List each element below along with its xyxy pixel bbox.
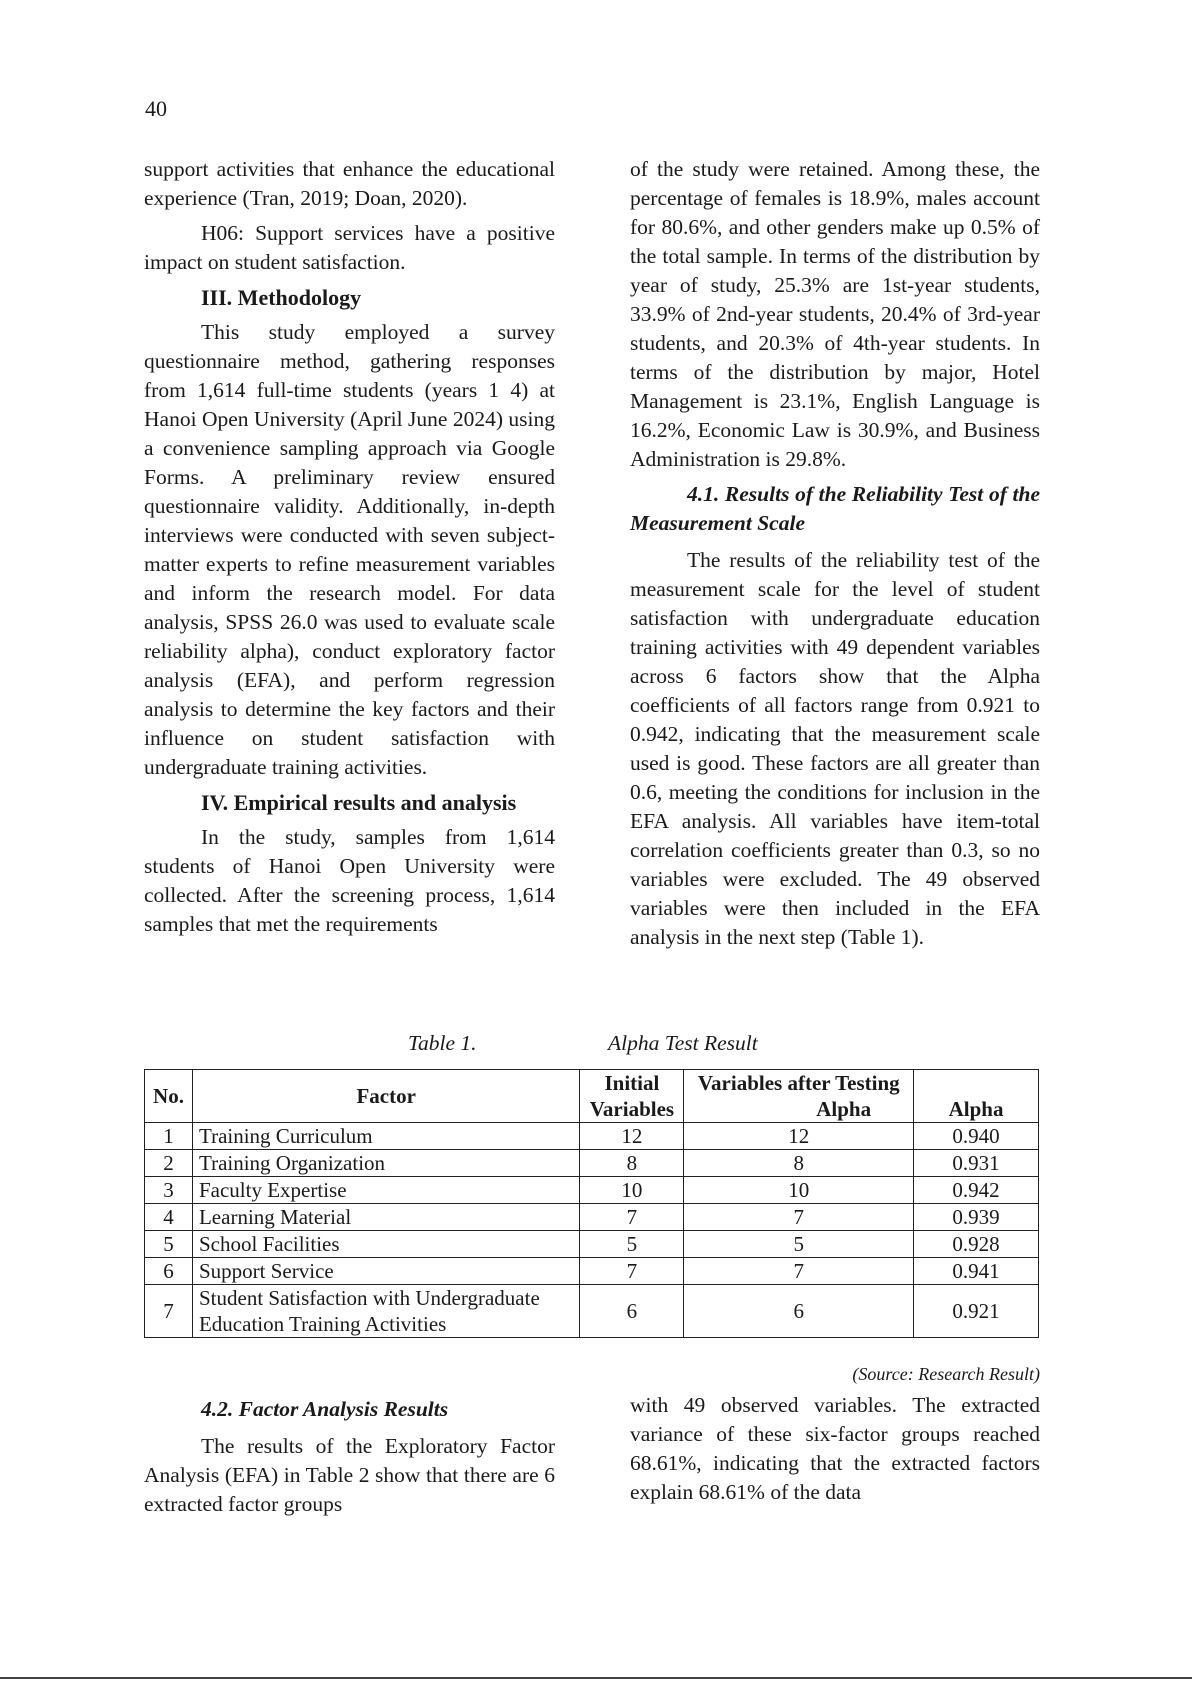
header-alpha: Alpha (914, 1070, 1039, 1123)
cell-factor-line2: Education Training Activities (198, 1312, 447, 1336)
subsection-heading-4-2: 4.2. Factor Analysis Results (201, 1397, 449, 1421)
cell-no: 5 (145, 1231, 193, 1258)
cell-alpha: 0.921 (914, 1285, 1039, 1338)
header-variables-after-testing (684, 1070, 914, 1123)
header-initial-line2: Variables (589, 1097, 675, 1121)
header-factor: Factor (192, 1070, 579, 1123)
cell-alpha: 0.941 (914, 1258, 1039, 1285)
cell-no: 7 (145, 1285, 193, 1338)
cell-after: 10 (684, 1177, 914, 1204)
paragraph: support activities that enhance the educational experience (Tran, 2019; Doan, 2020). (144, 157, 555, 210)
cell-no: 3 (145, 1177, 193, 1204)
header-no: No. (145, 1070, 193, 1123)
cell-after: 12 (684, 1123, 914, 1150)
right-column (630, 155, 1040, 958)
table-row (145, 1123, 1039, 1150)
cell-alpha: 0.942 (914, 1177, 1039, 1204)
footer-rule (0, 1677, 1192, 1679)
cell-factor: School Facilities (192, 1231, 579, 1258)
paragraph: The results of the reliability test of the measurement scale for the level of student satisfaction with undergraduate education training activities with 49 dependent variables across 6 factors show that the Alpha coefficients of all factors range from 0.921 to 0.942, indicating that the measurement scale used is good. These factors are all greater than 0.6, meeting the conditions for inclusion in the EFA analysis. All variables have item-total correlation coefficients greater than 0.3, so no variables were excluded. The 49 observed variables were then included in the EFA analysis in the next step (Table 1). (630, 548, 1040, 949)
cell-initial: 10 (580, 1177, 684, 1204)
cell-initial: 7 (580, 1258, 684, 1285)
cell-factor (192, 1285, 579, 1338)
table-row (145, 1204, 1039, 1231)
paragraph: with 49 observed variables. The extracted variance of these six-factor groups reached 68.61%, indicating that the extracted factors explain 68.61% of the data (630, 1393, 1040, 1504)
cell-initial: 7 (580, 1204, 684, 1231)
header-initial-line1: Initial (604, 1071, 660, 1095)
left-column (144, 155, 555, 945)
cell-after: 6 (684, 1285, 914, 1338)
paragraph: The results of the Exploratory Factor Analysis (EFA) in Table 2 show that there are 6 extracted factor groups (144, 1434, 555, 1516)
cell-initial: 12 (580, 1123, 684, 1150)
hypothesis-h06: H06: Support services have a positive impact on student satisfaction. (144, 221, 555, 274)
cell-factor: Support Service (192, 1258, 579, 1285)
table-source-note: (Source: Research Result) (852, 1364, 1040, 1384)
subsection-heading-4-1: 4.1. Results of the Reliability Test of the Measurement Scale (630, 482, 1040, 535)
cell-after: 7 (684, 1204, 914, 1231)
lower-right-column (630, 1391, 1040, 1513)
cell-no: 2 (145, 1150, 193, 1177)
table-row (145, 1231, 1039, 1258)
table-row (145, 1258, 1039, 1285)
table-row (145, 1150, 1039, 1177)
paragraph: of the study were retained. Among these, the percentage of females is 18.9%, males account for 80.6%, and other genders make up 0.5% of the total sample. In terms of the distribution by year of study, 25.3% are 1st-year students, 33.9% of 2nd-year students, 20.4% of 3rd-year students, and 20.3% of 4th-year students. In terms of the distribution by major, Hotel Management is 23.1%, English Language is 16.2%, Economic Law is 30.9%, and Business Administration is 29.8%. (630, 157, 1040, 471)
header-after-line2: Alpha (816, 1097, 872, 1121)
cell-factor: Training Organization (192, 1150, 579, 1177)
cell-initial: 8 (580, 1150, 684, 1177)
cell-factor: Training Curriculum (192, 1123, 579, 1150)
cell-after: 7 (684, 1258, 914, 1285)
cell-initial: 5 (580, 1231, 684, 1258)
table-caption-title: Alpha Test Result (608, 1031, 758, 1055)
cell-after: 8 (684, 1150, 914, 1177)
cell-alpha: 0.931 (914, 1150, 1039, 1177)
paragraph: This study employed a survey questionnaire method, gathering responses from 1,614 full-time students (years 1 4) at Hanoi Open University (April June 2024) using a convenience sampling approach via Google Forms. A preliminary review ensured questionnaire validity. Additionally, in-depth interviews were conducted with seven subject-matter experts to refine measurement variables and inform the research model. For data analysis, SPSS 26.0 was used to evaluate scale reliability alpha), conduct exploratory factor analysis (EFA), and perform regression analysis to determine the key factors and their influence on student satisfaction with undergraduate training activities. (144, 320, 555, 779)
cell-after: 5 (684, 1231, 914, 1258)
cell-factor-line1: Student Satisfaction with Undergraduate (198, 1286, 540, 1310)
page-number: 40 (145, 96, 167, 121)
cell-alpha: 0.939 (914, 1204, 1039, 1231)
table-header-row (145, 1070, 1039, 1123)
table-row (145, 1177, 1039, 1204)
cell-alpha: 0.940 (914, 1123, 1039, 1150)
cell-no: 1 (145, 1123, 193, 1150)
cell-factor: Learning Material (192, 1204, 579, 1231)
table-row (145, 1285, 1039, 1338)
section-heading-empirical-results: IV. Empirical results and analysis (201, 790, 517, 815)
cell-no: 4 (145, 1204, 193, 1231)
paragraph: In the study, samples from 1,614 students of Hanoi Open University were collected. After the screening process, 1,614 samples that met the requirements (144, 825, 555, 936)
cell-factor: Faculty Expertise (192, 1177, 579, 1204)
section-heading-methodology: III. Methodology (201, 285, 362, 310)
cell-initial: 6 (580, 1285, 684, 1338)
cell-alpha: 0.928 (914, 1231, 1039, 1258)
cell-no: 6 (145, 1258, 193, 1285)
header-after-line1: Variables after Testing (697, 1071, 900, 1095)
alpha-test-table (144, 1069, 1039, 1338)
lower-left-column (144, 1391, 555, 1525)
table-caption-label: Table 1. (408, 1031, 477, 1055)
header-initial-variables (580, 1070, 684, 1123)
